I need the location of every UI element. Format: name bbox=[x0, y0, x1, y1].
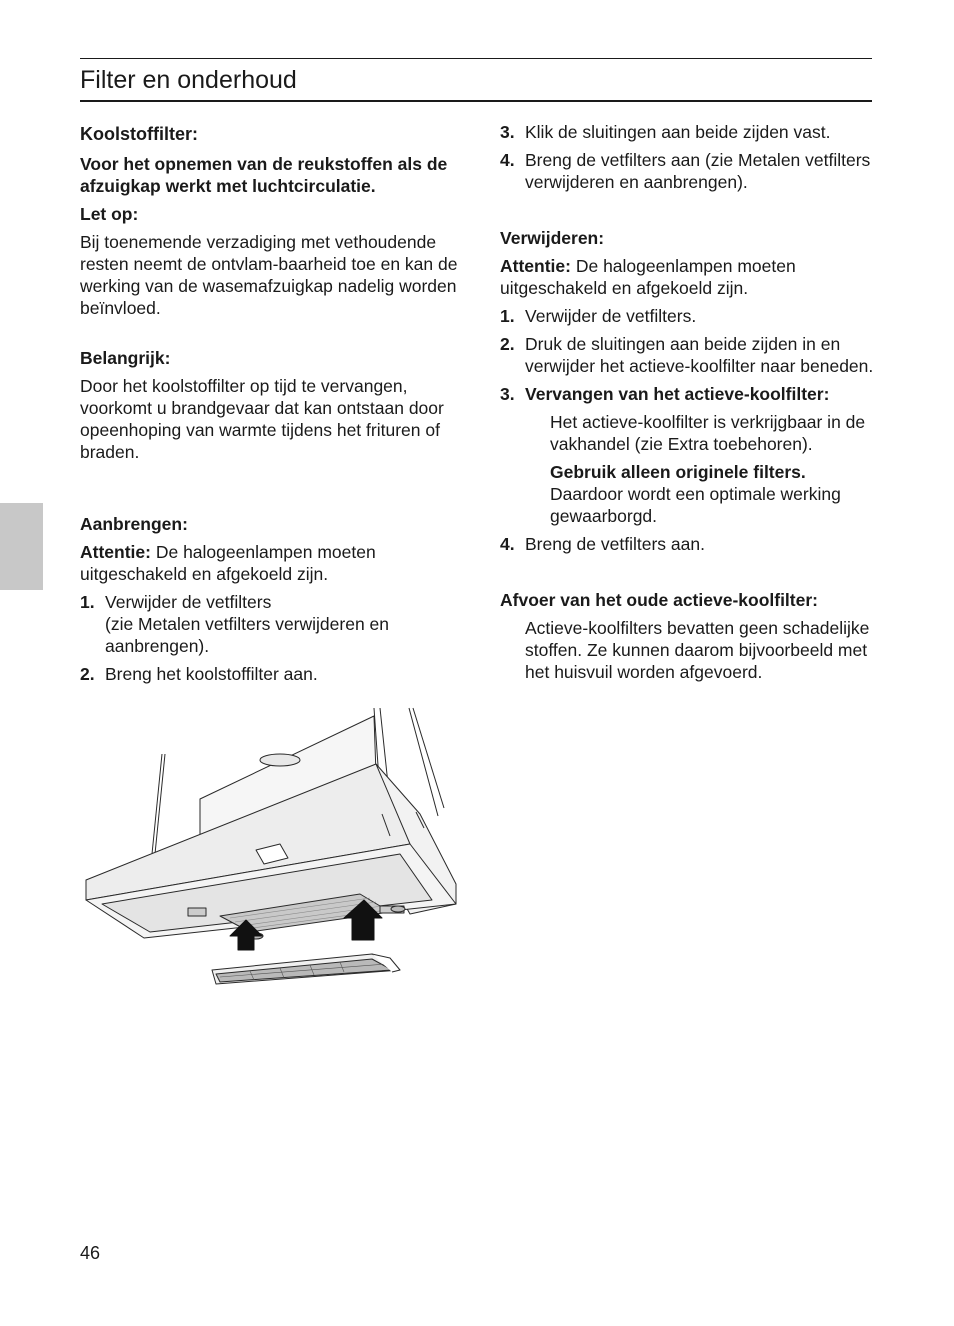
header-rule-bottom bbox=[80, 100, 872, 102]
step-number: 1. bbox=[500, 306, 515, 326]
letop-text: Bij toenemende verzadiging met vethoudende resten neemt de ontvlam-baarheid toe en kan de werking van de wasemafzuigkap nadelig worden beïnvloed. bbox=[80, 232, 458, 318]
step-number: 3. bbox=[500, 384, 515, 404]
step-text: Vervangen van het actieve-koolfilter: bbox=[525, 384, 830, 404]
step-text: Klik de sluitingen aan beide zijden vast. bbox=[525, 122, 831, 142]
verwijderen-step-3 bbox=[500, 383, 880, 405]
step-number: 2. bbox=[80, 664, 95, 684]
aanbrengen-step-4 bbox=[500, 149, 880, 193]
aanbrengen-label: Aanbrengen: bbox=[80, 514, 188, 534]
intro-text: Voor het opnemen van de reukstoffen als de afzuigkap werkt met luchtcirculatie. bbox=[80, 154, 448, 196]
step-text: Breng de vetfilters aan. bbox=[525, 534, 705, 554]
page-number: 46 bbox=[80, 1243, 101, 1263]
step-text: Verwijder de vetfilters. bbox=[525, 306, 697, 326]
attentie-text: De halogeenlampen moeten uitgeschakeld en afgekoeld zijn. bbox=[80, 542, 376, 584]
step-text: Verwijder de vetfilters bbox=[105, 592, 272, 612]
step-number: 1. bbox=[80, 592, 95, 612]
attentie-text: De halogeenlampen moeten uitgeschakeld en afgekoeld zijn. bbox=[500, 256, 796, 298]
afvoer-heading: Afvoer van het oude actieve-koolfilter: bbox=[500, 590, 818, 610]
filter-installation-illustration bbox=[80, 704, 460, 1000]
step3-original-filters-note bbox=[500, 461, 880, 527]
aanbrengen-step-2 bbox=[80, 663, 460, 685]
verwijderen-attentie bbox=[500, 255, 880, 299]
right-column bbox=[500, 121, 880, 683]
belangrijk-text: Door het koolstoffilter op tijd te vervangen, voorkomt u brandgevaar dat kan ontstaan door opeenhoping van warmte tijdens het frituren of braden. bbox=[80, 376, 444, 462]
aanbrengen-step-1 bbox=[80, 591, 460, 657]
page-title: Filter en onderhoud bbox=[80, 66, 297, 94]
step-text: Breng de vetfilters aan (zie Metalen vetfilters verwijderen en aanbrengen). bbox=[525, 150, 871, 192]
header-rule-top bbox=[80, 58, 872, 59]
verwijderen-label: Verwijderen: bbox=[500, 228, 605, 248]
step-number: 4. bbox=[500, 150, 515, 170]
section-tab-marker bbox=[0, 503, 43, 590]
verwijderen-step-2 bbox=[500, 333, 880, 377]
step-number: 4. bbox=[500, 534, 515, 554]
left-column bbox=[80, 121, 460, 691]
attentie-label: Attentie: bbox=[500, 256, 571, 276]
step-text: Druk de sluitingen aan beide zijden in en verwijder het actieve-koolfilter naar beneden. bbox=[525, 334, 874, 376]
letop-label: Let op: bbox=[80, 204, 139, 224]
koolstoffilter-heading: Koolstoffilter: bbox=[80, 124, 198, 144]
step-text-reference: (zie Metalen vetfilters verwijderen en aanbrengen). bbox=[105, 614, 390, 656]
original-filters-text: Daardoor wordt een optimale werking gewaarborgd. bbox=[550, 484, 841, 526]
afvoer-text: Actieve-koolfilters bevatten geen schadelijke stoffen. Ze kunnen daarom bijvoorbeeld met het huisvuil worden afgevoerd. bbox=[525, 618, 870, 682]
aanbrengen-step-3 bbox=[500, 121, 880, 143]
step3-availability-note: Het actieve-koolfilter is verkrijgbaar in de vakhandel (zie Extra toebehoren). bbox=[550, 412, 866, 454]
belangrijk-label: Belangrijk: bbox=[80, 348, 171, 368]
verwijderen-step-1 bbox=[500, 305, 880, 327]
verwijderen-step-4 bbox=[500, 533, 880, 555]
attentie-label: Attentie: bbox=[80, 542, 151, 562]
step-text: Breng het koolstoffilter aan. bbox=[105, 664, 318, 684]
original-filters-warning: Gebruik alleen originele filters. bbox=[550, 462, 806, 482]
step-number: 3. bbox=[500, 122, 515, 142]
aanbrengen-attentie bbox=[80, 541, 460, 585]
step-number: 2. bbox=[500, 334, 515, 354]
